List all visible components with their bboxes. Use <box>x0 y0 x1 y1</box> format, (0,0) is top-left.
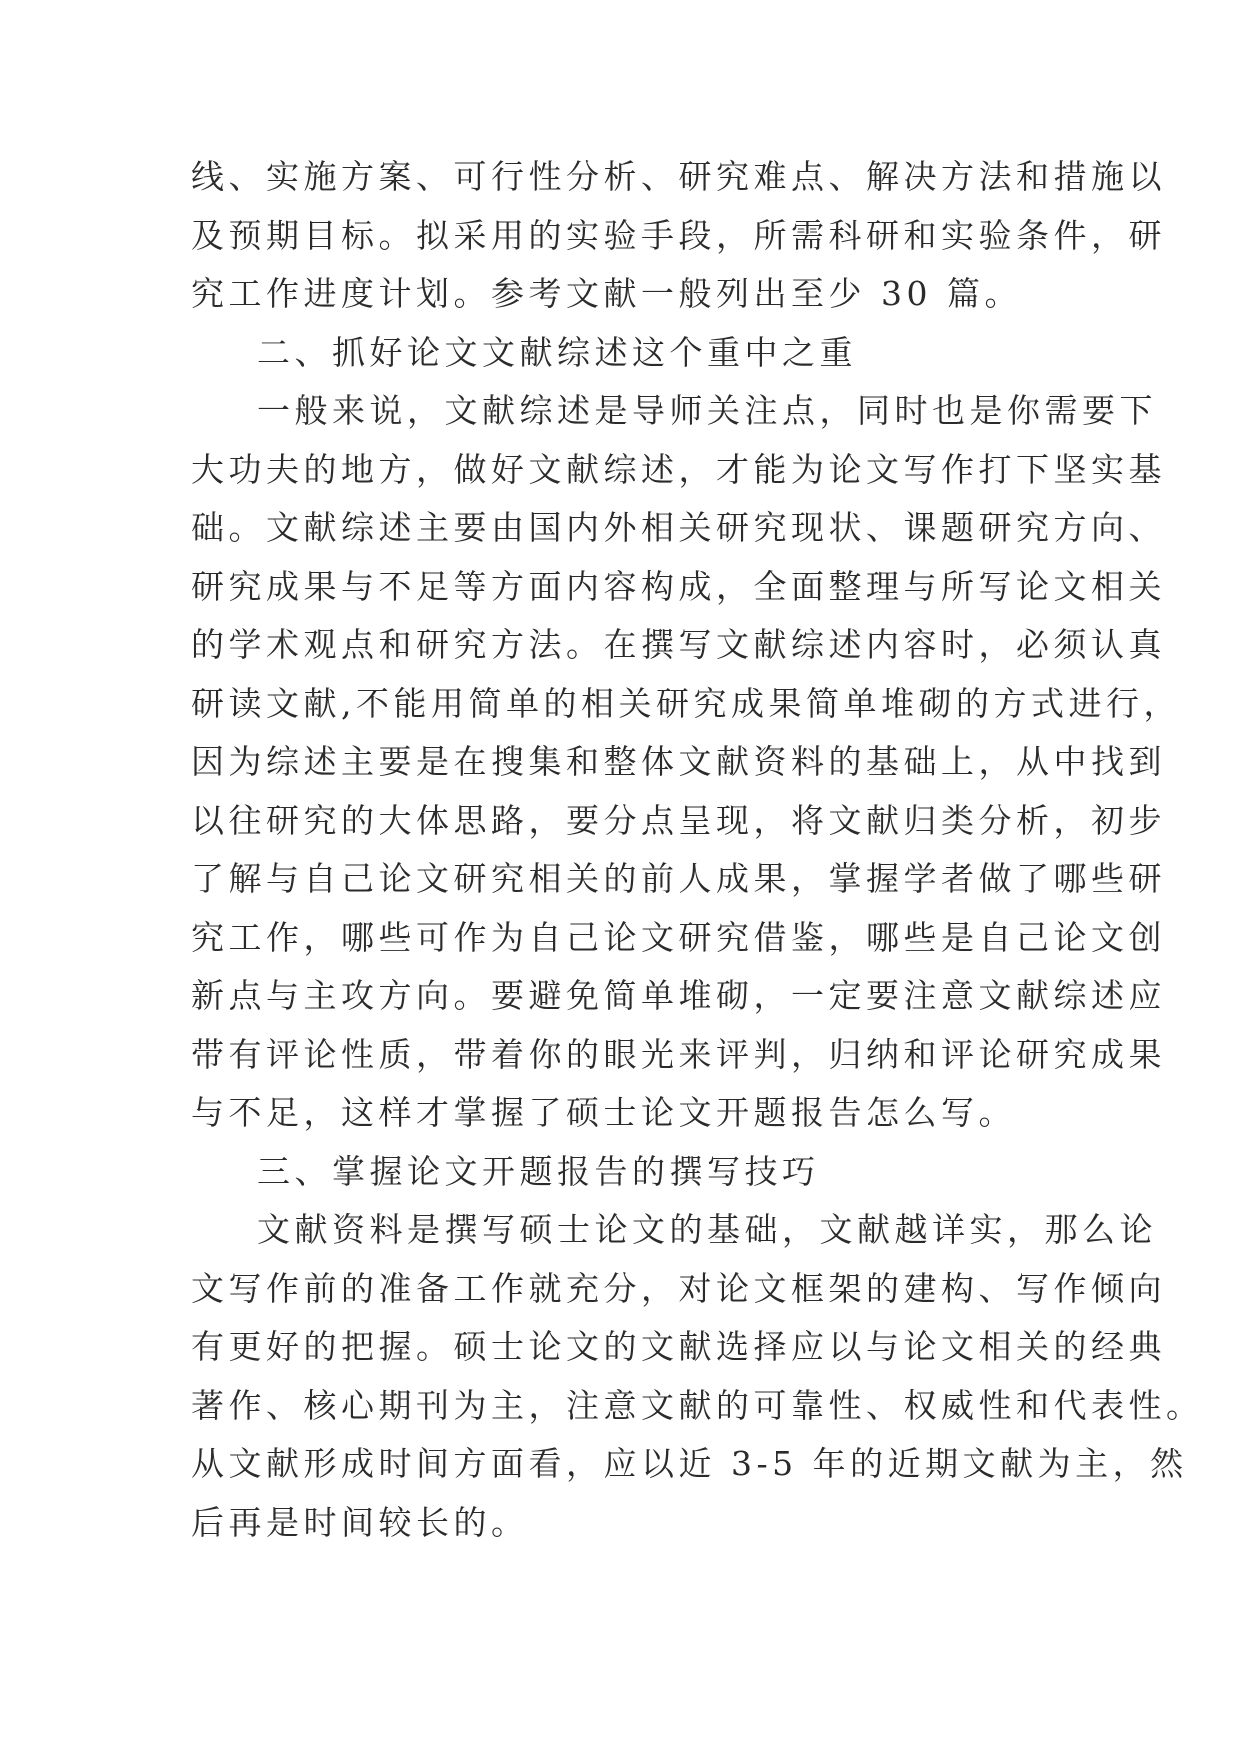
text-line: 文写作前的准备工作就充分，对论文框架的建构、写作倾向 <box>191 1268 1166 1308</box>
text-line: 研究成果与不足等方面内容构成，全面整理与所写论文相关 <box>191 566 1166 606</box>
text-line: 研读文献,不能用简单的相关研究成果简单堆砌的方式进行， <box>191 683 1181 723</box>
text-line: 与不足，这样才掌握了硕士论文开题报告怎么写。 <box>191 1093 1016 1132</box>
text-line: 后再是时间较长的。 <box>191 1502 529 1542</box>
text-line: 及预期目标。拟采用的实验手段，所需科研和实验条件，研 <box>191 215 1166 255</box>
text-line: 三、掌握论文开题报告的撰写技巧 <box>257 1151 820 1191</box>
text-line: 二、抓好论文文献综述这个重中之重 <box>257 332 857 372</box>
body-text <box>191 148 1204 1552</box>
text-line: 大功夫的地方，做好文献综述，才能为论文写作打下坚实基 <box>191 449 1166 489</box>
text-line: 因为综述主要是在搜集和整体文献资料的基础上，从中找到 <box>191 742 1166 781</box>
text-line: 究工作，哪些可作为自己论文研究借鉴，哪些是自己论文创 <box>191 917 1166 957</box>
text-line: 一般来说，文献综述是导师关注点，同时也是你需要下 <box>257 391 1157 430</box>
text-line: 文献资料是撰写硕士论文的基础，文献越详实，那么论 <box>257 1210 1157 1249</box>
text-line: 线、实施方案、可行性分析、研究难点、解决方法和措施以 <box>191 157 1166 196</box>
text-line: 了解与自己论文研究相关的前人成果，掌握学者做了哪些研 <box>191 859 1166 898</box>
text-line: 的学术观点和研究方法。在撰写文献综述内容时，必须认真 <box>191 625 1166 664</box>
text-line: 从文献形成时间方面看，应以近 3-5 年的近期文献为主，然 <box>191 1444 1188 1483</box>
text-line: 有更好的把握。硕士论文的文献选择应以与论文相关的经典 <box>191 1327 1166 1366</box>
text-line: 新点与主攻方向。要避免简单堆砌，一定要注意文献综述应 <box>191 976 1166 1015</box>
text-line: 究工作进度计划。参考文献一般列出至少 30 篇。 <box>191 274 1022 313</box>
text-line: 带有评论性质，带着你的眼光来评判，归纳和评论研究成果 <box>191 1034 1166 1074</box>
text-line: 础。文献综述主要由国内外相关研究现状、课题研究方向、 <box>191 508 1166 547</box>
text-line: 著作、核心期刊为主，注意文献的可靠性、权威性和代表性。 <box>191 1385 1204 1425</box>
text-line: 以往研究的大体思路，要分点呈现，将文献归类分析，初步 <box>191 800 1166 840</box>
